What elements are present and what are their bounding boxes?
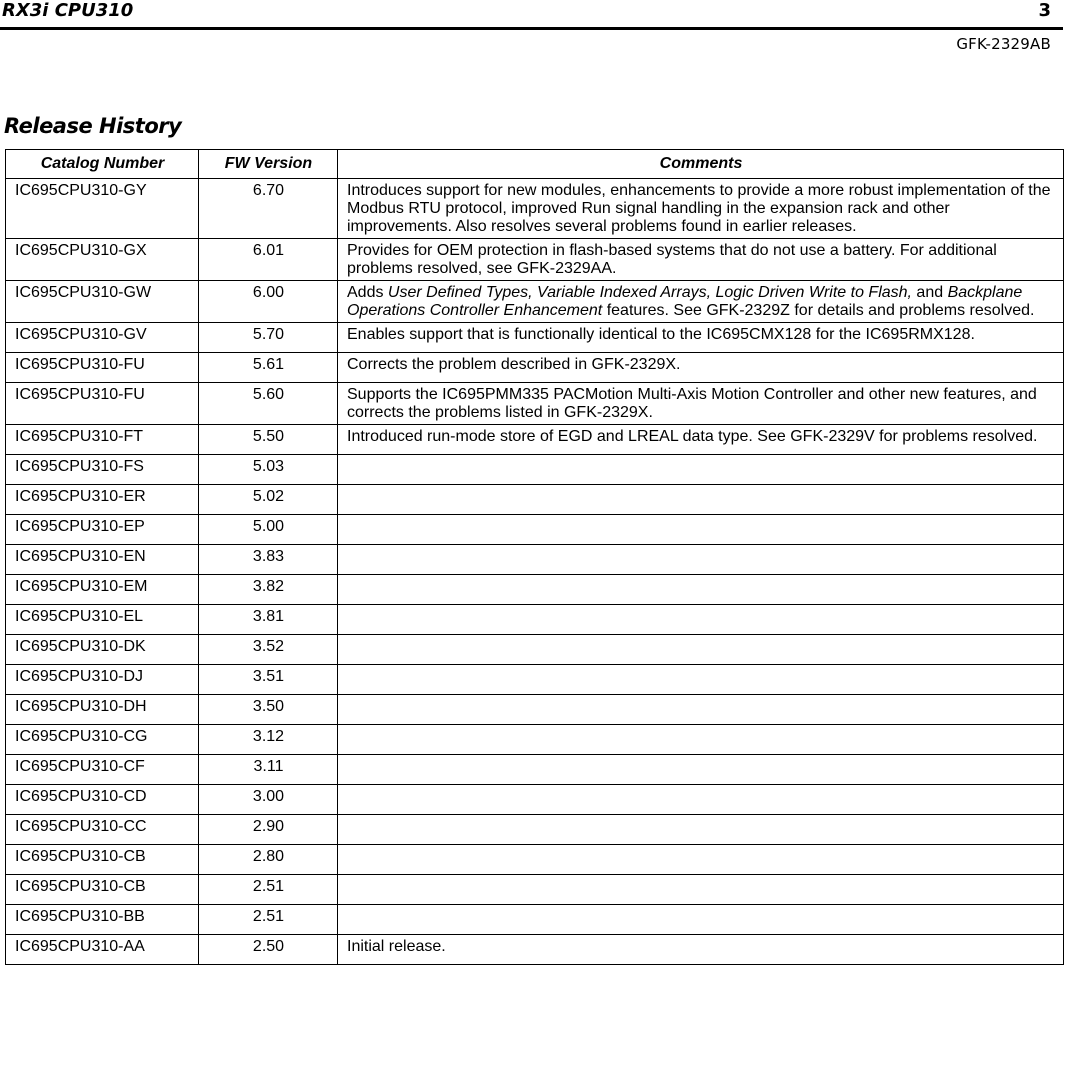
fw-version-cell: 3.52: [199, 635, 338, 665]
section-title: Release History: [4, 114, 182, 138]
table-row: [6, 815, 1064, 845]
comments-cell: [338, 383, 1064, 425]
catalog-number-cell: IC695CPU310-CG: [6, 725, 199, 755]
comment-italic-text: Backplane Operations Controller Enhancement: [347, 284, 1023, 319]
comments-cell: [338, 665, 1064, 695]
catalog-number-cell: IC695CPU310-EP: [6, 515, 199, 545]
fw-version-cell: 2.51: [199, 875, 338, 905]
header-rule: [0, 27, 1063, 30]
comment-text: Supports the IC695PMM335 PACMotion Multi-Axis Motion Controller and other new features, and corrects the problems listed in GFK-2329X.: [347, 386, 1037, 421]
catalog-number-cell: IC695CPU310-CB: [6, 845, 199, 875]
table-row: [6, 425, 1064, 455]
comments-cell: [338, 845, 1064, 875]
catalog-number-cell: IC695CPU310-EN: [6, 545, 199, 575]
column-header-version: FW Version: [199, 150, 338, 179]
comments-cell: [338, 281, 1064, 323]
table-row: [6, 323, 1064, 353]
table-row: [6, 635, 1064, 665]
comments-cell: [338, 935, 1064, 965]
release-history-table: [5, 149, 1064, 965]
catalog-number-cell: IC695CPU310-FU: [6, 383, 199, 425]
fw-version-cell: 5.00: [199, 515, 338, 545]
comment-text: Introduced run-mode store of EGD and LREAL data type. See GFK-2329V for problems resolved.: [347, 428, 1038, 445]
table-row: [6, 905, 1064, 935]
fw-version-cell: 6.70: [199, 179, 338, 239]
table-row: [6, 695, 1064, 725]
comments-cell: [338, 425, 1064, 455]
fw-version-cell: 3.82: [199, 575, 338, 605]
catalog-number-cell: IC695CPU310-GY: [6, 179, 199, 239]
comment-text: Corrects the problem described in GFK-2329X.: [347, 356, 681, 373]
table-row: [6, 485, 1064, 515]
fw-version-cell: 2.50: [199, 935, 338, 965]
comments-cell: [338, 179, 1064, 239]
comments-cell: [338, 725, 1064, 755]
column-header-catalog: Catalog Number: [6, 150, 199, 179]
comment-italic-text: User Defined Types, Variable Indexed Arrays, Logic Driven Write to Flash,: [387, 284, 912, 301]
comments-cell: [338, 353, 1064, 383]
table-row: [6, 515, 1064, 545]
fw-version-cell: 3.11: [199, 755, 338, 785]
comments-cell: [338, 635, 1064, 665]
catalog-number-cell: IC695CPU310-EM: [6, 575, 199, 605]
table-row: [6, 725, 1064, 755]
catalog-number-cell: IC695CPU310-AA: [6, 935, 199, 965]
catalog-number-cell: IC695CPU310-BB: [6, 905, 199, 935]
comments-cell: [338, 323, 1064, 353]
fw-version-cell: 3.83: [199, 545, 338, 575]
catalog-number-cell: IC695CPU310-CD: [6, 785, 199, 815]
comments-cell: [338, 239, 1064, 281]
table-row: [6, 353, 1064, 383]
column-header-comments: Comments: [338, 150, 1064, 179]
comments-cell: [338, 875, 1064, 905]
comment-text: and: [911, 284, 948, 301]
table-row: [6, 785, 1064, 815]
comments-cell: [338, 605, 1064, 635]
comment-text: Adds: [347, 284, 388, 301]
table-header-row: [6, 150, 1064, 179]
fw-version-cell: 3.00: [199, 785, 338, 815]
catalog-number-cell: IC695CPU310-DK: [6, 635, 199, 665]
comments-cell: [338, 695, 1064, 725]
table-row: [6, 875, 1064, 905]
fw-version-cell: 5.02: [199, 485, 338, 515]
table-row: [6, 935, 1064, 965]
fw-version-cell: 5.60: [199, 383, 338, 425]
table-row: [6, 545, 1064, 575]
table-row: [6, 605, 1064, 635]
catalog-number-cell: IC695CPU310-DH: [6, 695, 199, 725]
table-row: [6, 281, 1064, 323]
header-page-number: 3: [1038, 0, 1051, 21]
comments-cell: [338, 455, 1064, 485]
catalog-number-cell: IC695CPU310-ER: [6, 485, 199, 515]
fw-version-cell: 6.00: [199, 281, 338, 323]
table-row: [6, 179, 1064, 239]
fw-version-cell: 2.80: [199, 845, 338, 875]
table-row: [6, 755, 1064, 785]
comment-text: Initial release.: [347, 938, 446, 955]
table-row: [6, 455, 1064, 485]
header-product-title: RX3i CPU310: [2, 0, 134, 21]
catalog-number-cell: IC695CPU310-GX: [6, 239, 199, 281]
catalog-number-cell: IC695CPU310-GV: [6, 323, 199, 353]
fw-version-cell: 3.50: [199, 695, 338, 725]
fw-version-cell: 3.81: [199, 605, 338, 635]
fw-version-cell: 5.03: [199, 455, 338, 485]
table-row: [6, 665, 1064, 695]
comments-cell: [338, 485, 1064, 515]
comments-cell: [338, 905, 1064, 935]
fw-version-cell: 5.70: [199, 323, 338, 353]
table-row: [6, 575, 1064, 605]
comments-cell: [338, 575, 1064, 605]
table-row: [6, 845, 1064, 875]
fw-version-cell: 6.01: [199, 239, 338, 281]
fw-version-cell: 3.12: [199, 725, 338, 755]
table-row: [6, 239, 1064, 281]
catalog-number-cell: IC695CPU310-FS: [6, 455, 199, 485]
catalog-number-cell: IC695CPU310-CF: [6, 755, 199, 785]
comment-text: Enables support that is functionally identical to the IC695CMX128 for the IC695RMX128.: [347, 326, 975, 343]
document-id: GFK-2329AB: [956, 35, 1051, 53]
fw-version-cell: 2.51: [199, 905, 338, 935]
comments-cell: [338, 755, 1064, 785]
comments-cell: [338, 815, 1064, 845]
table-row: [6, 383, 1064, 425]
fw-version-cell: 2.90: [199, 815, 338, 845]
catalog-number-cell: IC695CPU310-DJ: [6, 665, 199, 695]
comment-text: features. See GFK-2329Z for details and problems resolved.: [602, 302, 1035, 319]
catalog-number-cell: IC695CPU310-CC: [6, 815, 199, 845]
comment-text: Provides for OEM protection in flash-based systems that do not use a battery. For additional problems resolved, see GFK-2329AA.: [347, 242, 997, 277]
catalog-number-cell: IC695CPU310-EL: [6, 605, 199, 635]
catalog-number-cell: IC695CPU310-GW: [6, 281, 199, 323]
fw-version-cell: 5.61: [199, 353, 338, 383]
catalog-number-cell: IC695CPU310-CB: [6, 875, 199, 905]
fw-version-cell: 5.50: [199, 425, 338, 455]
table-body: [6, 179, 1064, 965]
fw-version-cell: 3.51: [199, 665, 338, 695]
comments-cell: [338, 545, 1064, 575]
catalog-number-cell: IC695CPU310-FU: [6, 353, 199, 383]
catalog-number-cell: IC695CPU310-FT: [6, 425, 199, 455]
comment-text: Introduces support for new modules, enhancements to provide a more robust implementation of the Modbus RTU protocol, improved Run signal handling in the expansion rack and other improvements. Also resolves several problems found in earlier releases.: [347, 182, 1051, 235]
comments-cell: [338, 515, 1064, 545]
comments-cell: [338, 785, 1064, 815]
